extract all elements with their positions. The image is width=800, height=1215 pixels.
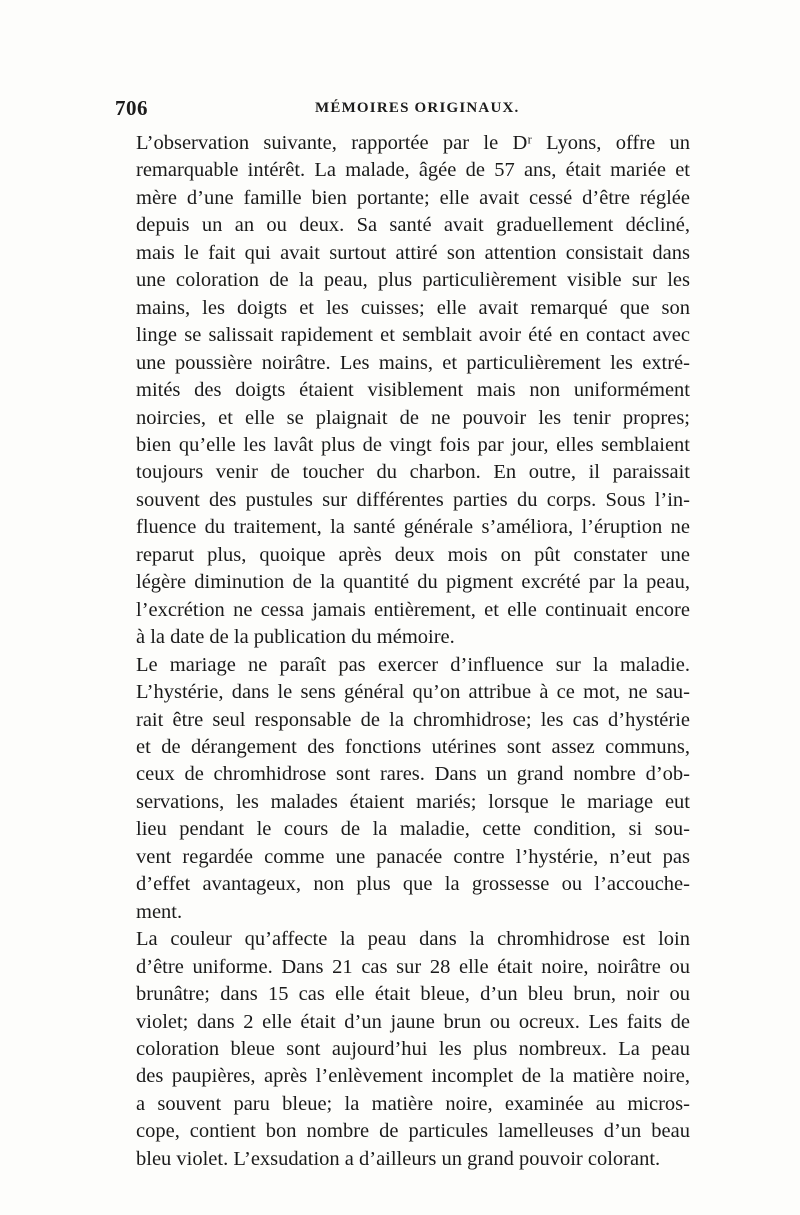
- page-number: 706: [115, 96, 148, 120]
- page-header: [115, 96, 689, 126]
- text-line: linge se salissait rapidement et semblait avoir été en contact avec: [136, 324, 690, 347]
- text-line: mais le fait qui avait surtout attiré son attention consistait dans: [136, 241, 690, 264]
- text-line: légère diminution de la quantité du pigment excrété par la peau,: [136, 571, 690, 594]
- text-line: remarquable intérêt. La malade, âgée de 57 ans, était mariée et: [136, 159, 690, 182]
- text-line: vent regardée comme une panacée contre l’hystérie, n’eut pas: [136, 845, 690, 868]
- text-line: L’hystérie, dans le sens général qu’on attribue à ce mot, ne sau-: [136, 681, 690, 704]
- text-line: rait être seul responsable de la chromhidrose; les cas d’hystérie: [136, 708, 690, 731]
- body-text: [114, 130, 690, 1173]
- text-line: une poussière noirâtre. Les mains, et particulièrement les extré-: [136, 351, 690, 374]
- text-line: fluence du traitement, la santé générale s’améliora, l’éruption ne: [136, 516, 690, 539]
- text-line: bleu violet. L’exsudation a d’ailleurs un grand pouvoir colorant.: [136, 1147, 661, 1170]
- text-line: reparut plus, quoique après deux mois on pût constater une: [136, 543, 690, 566]
- text-line: L’observation suivante, rapportée par le Dʳ Lyons, offre un: [136, 132, 690, 154]
- text-line: ceux de chromhidrose sont rares. Dans un grand nombre d’ob-: [136, 763, 690, 786]
- paragraph: [114, 130, 690, 652]
- text-line: cope, contient bon nombre de particules lamelleuses d’un beau: [136, 1120, 690, 1143]
- text-line: a souvent paru bleue; la matière noire, examinée au micros-: [136, 1092, 690, 1115]
- text-line: Le mariage ne paraît pas exercer d’influence sur la maladie.: [136, 653, 690, 676]
- text-line: d’être uniforme. Dans 21 cas sur 28 elle était noire, noirâtre ou: [136, 955, 690, 978]
- text-line: une coloration de la peau, plus particulièrement visible sur les: [136, 269, 690, 292]
- text-line: servations, les malades étaient mariés; lorsque le mariage eut: [136, 790, 690, 813]
- text-line: à la date de la publication du mémoire.: [136, 626, 455, 649]
- text-line: depuis un an ou deux. Sa santé avait graduellement décliné,: [136, 214, 690, 237]
- text-line: La couleur qu’affecte la peau dans la chromhidrose est loin: [136, 928, 690, 951]
- text-line: lieu pendant le cours de la maladie, cette condition, si sou-: [136, 818, 690, 841]
- paragraph: [114, 926, 690, 1173]
- text-line: bien qu’elle les lavât plus de vingt fois par jour, elles semblaient: [136, 433, 690, 456]
- paragraph: [114, 652, 690, 927]
- text-line: mère d’une famille bien portante; elle avait cessé d’être réglée: [136, 186, 690, 209]
- text-line: noircies, et elle se plaignait de ne pouvoir les tenir propres;: [136, 406, 690, 429]
- text-line: d’effet avantageux, non plus que la grossesse ou l’accouche-: [136, 873, 690, 896]
- text-line: l’excrétion ne cessa jamais entièrement, et elle continuait encore: [136, 598, 690, 621]
- text-line: violet; dans 2 elle était d’un jaune brun ou ocreux. Les faits de: [136, 1010, 690, 1033]
- text-line: coloration bleue sont aujourd’hui les plus nombreux. La peau: [136, 1037, 690, 1060]
- text-line: brunâtre; dans 15 cas elle était bleue, d’un bleu brun, noir ou: [136, 983, 690, 1006]
- text-line: et de dérangement des fonctions utérines sont assez communs,: [136, 735, 690, 758]
- running-title: MÉMOIRES ORIGINAUX.: [315, 100, 520, 116]
- text-line: souvent des pustules sur différentes parties du corps. Sous l’in-: [136, 488, 690, 511]
- text-line: mains, les doigts et les cuisses; elle avait remarqué que son: [136, 296, 690, 319]
- text-line: mités des doigts étaient visiblement mais non uniformément: [136, 379, 690, 402]
- text-line: des paupières, après l’enlèvement incomplet de la matière noire,: [136, 1065, 690, 1088]
- text-line: toujours venir de toucher du charbon. En outre, il paraissait: [136, 461, 690, 484]
- text-line: ment.: [136, 900, 183, 923]
